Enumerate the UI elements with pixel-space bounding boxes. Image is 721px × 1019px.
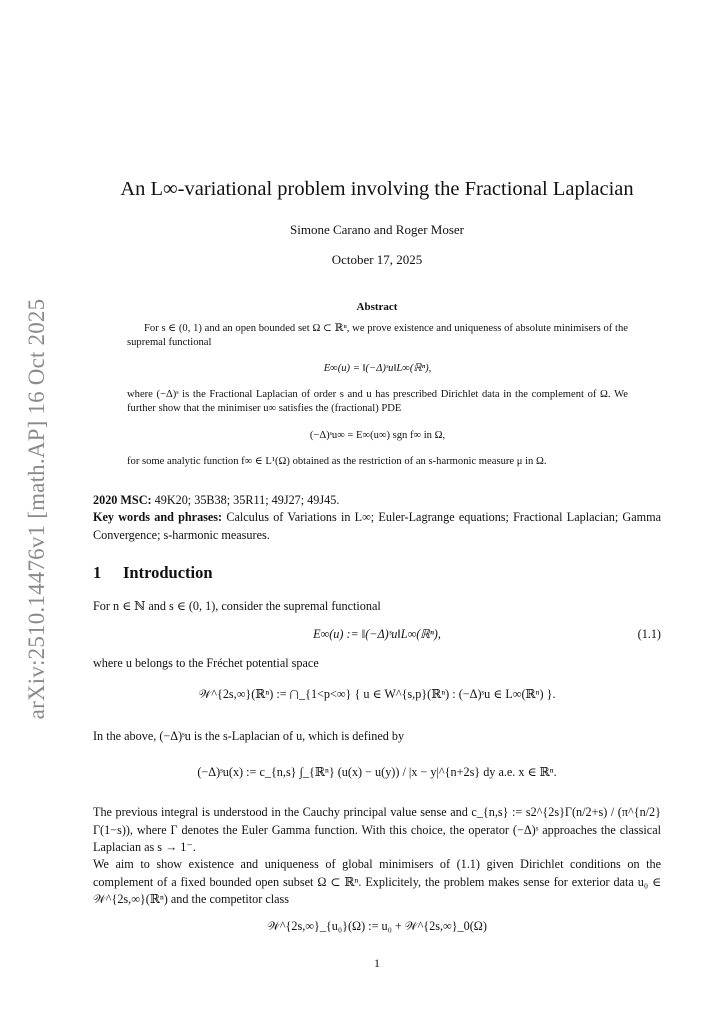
paper-authors: Simone Carano and Roger Moser [289,222,465,237]
paper-date: October 17, 2025 [331,252,423,267]
abstract-paragraph-1: For s ∈ (0, 1) and an open bounded set Ω ⊂ ℝⁿ, we prove existence and uniqueness of absolute minimisers of the supremal functional [127,323,628,348]
keywords-paragraph [93,509,661,544]
equation-1-1: E∞(u) := ‖(−Δ)ˢu‖L∞(ℝⁿ), [313,627,441,641]
paper-title: An L∞-variational problem involving the Fractional Laplacian [120,178,634,200]
abstract-paragraph-2: where (−Δ)ˢ is the Fractional Laplacian of order s and u has prescribed Dirichlet data in the complement of Ω. We further show that the minimiser u∞ satisfies the (fractional) PDE [127,389,628,414]
abstract-equation-1: E∞(u) = ‖(−Δ)ˢu‖L∞(ℝⁿ), [323,363,432,374]
body-paragraph-5: We aim to show existence and uniqueness of global minimisers of (1.1) given Dirichlet conditions on the complement of a fixed bounded open subset Ω ⊂ ℝⁿ. Explicitely, the problem makes sense for exterior data u₀ ∈ 𝒲^{2s,∞}(ℝⁿ) and the competitor class [93,857,661,906]
equation-1-1-row [93,626,661,644]
page-number: 1 [374,956,380,970]
body-paragraph-4: The previous integral is understood in the Cauchy principal value sense and c_{n,s} := s2^{2s}Γ(n/2+s) / (π^{n/2}Γ(1−s)), where Γ denotes the Euler Gamma function. With this choice, the operator (−Δ)ˢ approaches the classical Laplacian as s → 1⁻. [93,805,661,854]
arxiv-identifier-stamp [22,285,52,733]
abstract-heading: Abstract [356,301,398,313]
body-paragraph-1: For n ∈ ℕ and s ∈ (0, 1), consider the supremal functional [93,599,381,613]
section-heading-introduction [93,563,213,583]
equation-frechet-space: 𝒲^{2s,∞}(ℝⁿ) := ⋂_{1<p<∞} { u ∈ W^{s,p}(ℝⁿ) : (−Δ)ˢu ∈ L∞(ℝⁿ) }. [198,687,556,701]
body-paragraph-2: where u belongs to the Fréchet potential space [93,656,319,670]
abstract-paragraph-3: for some analytic function f∞ ∈ L¹(Ω) obtained as the restriction of an s-harmonic measure μ in Ω. [127,456,547,467]
body-paragraph-3: In the above, (−Δ)ˢu is the s-Laplacian of u, which is defined by [93,729,405,743]
msc-label: 2020 MSC: [93,493,152,507]
msc-codes: 49K20; 35B38; 35R11; 49J27; 49J45. [154,493,340,507]
equation-1-1-number: (1.1) [637,627,661,641]
section-number: 1 [93,563,102,582]
keywords-text: Calculus of Variations in L∞; Euler-Lagrange equations; Fractional Laplacian; Gamma Convergence; s-harmonic measures. [93,510,661,542]
section-title: Introduction [123,563,213,582]
arxiv-stamp-text: arXiv:2510.14476v1 [math.AP] 16 Oct 2025 [24,298,49,720]
abstract-equation-2: (−Δ)ˢu∞ = E∞(u∞) sgn f∞ in Ω, [309,430,446,441]
keywords-label: Key words and phrases: [93,510,223,524]
equation-competitor-class: 𝒲^{2s,∞}_{u₀}(Ω) := u₀ + 𝒲^{2s,∞}_0(Ω) [267,919,487,933]
equation-fractional-laplacian: (−Δ)ˢu(x) := c_{n,s} ∫_{ℝⁿ} (u(x) − u(y)) / |x − y|^{n+2s} dy a.e. x ∈ ℝⁿ. [197,765,557,779]
msc-line [93,492,661,510]
